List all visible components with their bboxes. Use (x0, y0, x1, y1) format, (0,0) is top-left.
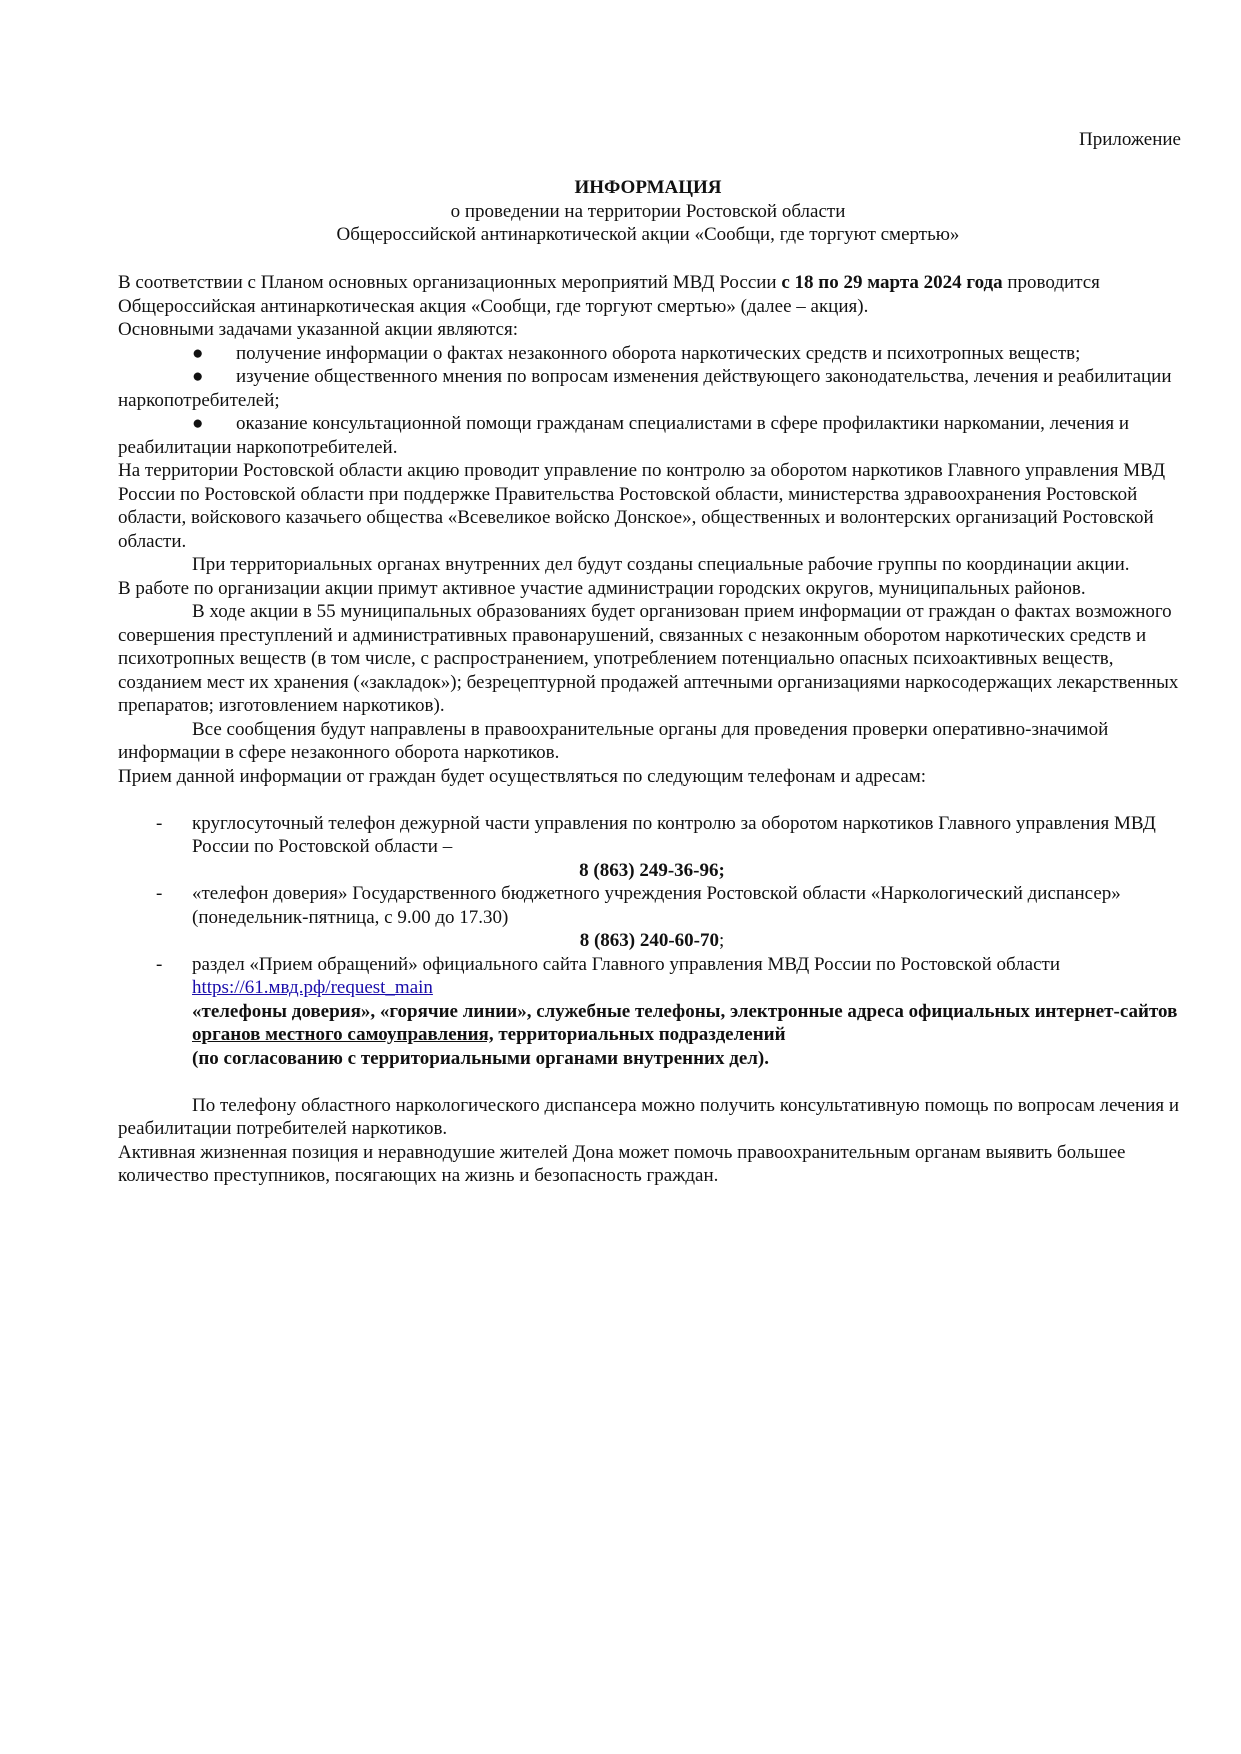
official-contacts-part2: территориальных подразделений (493, 1024, 786, 1045)
list-item (118, 953, 1180, 1071)
municipal-paragraph: В ходе акции в 55 муниципальных образованиях будет организован прием информации от граждан о фактах возможного совершения преступлений и административных правонарушений, связанных с незаконным оборотом наркотических средств и психотропных веществ (в том числе, с распространением, употреблением потенциально опасных психоактивных веществ, созданием мест их хранения («закладок»); безрецептурной продажей аптечными организациями наркосодержащих лекарственных препаратов; изготовлением наркотиков). (118, 601, 1179, 716)
document-subtitle-line2: Общероссийской антинаркотической акции «Сообщи, где торгуют смертью» (336, 224, 960, 245)
official-contacts-part1: «телефоны доверия», «горячие линии», служебные телефоны, электронные адреса официальных интернет-сайтов (192, 1000, 1178, 1022)
list-item (118, 342, 1180, 366)
intro-text-part1: В соответствии с Планом основных организационных мероприятий МВД России (118, 272, 782, 293)
contacts-list (118, 812, 1180, 1071)
document-header (118, 176, 1178, 247)
blank-line (118, 1070, 1180, 1094)
intro-dates: с 18 по 29 марта 2024 года (781, 272, 1003, 293)
document-subtitle-line1: о проведении на территории Ростовской области (450, 200, 846, 222)
contacts-intro-paragraph: Прием данной информации от граждан будет осуществляться по следующим телефонам и адресам: (118, 765, 927, 787)
bullet-icon: ● (192, 413, 204, 434)
task-text: оказание консультационной помощи гражданам специалистами в сфере профилактики наркомании, лечения и реабилитации наркопотребителей. (118, 413, 1129, 458)
website-section-text: раздел «Прием обращений» официального сайта Главного управления МВД России по Ростовской области (192, 953, 1060, 975)
list-item (118, 812, 1180, 883)
trust-phone-number: 8 (863) 240-60-70 (579, 930, 720, 951)
appendix-label: Приложение (1079, 129, 1181, 150)
tasks-list (118, 342, 1180, 460)
consult-paragraph: По телефону областного наркологического диспансера можно получить консультативную помощь по вопросам лечения и реабилитации потребителей наркотиков. (118, 1094, 1180, 1139)
administrations-paragraph: В работе по организации акции примут активное участие администрации городских округов, муниципальных районов. (118, 577, 1086, 599)
list-item (118, 365, 1180, 412)
official-contacts-bold-text (192, 1000, 1180, 1071)
messages-paragraph: Все сообщения будут направлены в правоохранительные органы для проведения проверки оперативно-значимой информации в сфере незаконного оборота наркотиков. (118, 718, 1109, 763)
bullet-icon: ● (192, 342, 204, 364)
bullet-icon: ● (192, 366, 204, 387)
working-groups-paragraph: При территориальных органах внутренних дел будут созданы специальные рабочие группы по координации акции. (192, 554, 1130, 575)
document-title: ИНФОРМАЦИЯ (574, 177, 722, 198)
trust-phone-line (192, 929, 1180, 953)
dash-icon: - (156, 953, 163, 975)
intro-text-part2: проводится Общероссийская антинаркотическая акция «Сообщи, где торгуют смертью» (далее – акция). (118, 272, 1100, 317)
task-text: получение информации о фактах незаконного оборота наркотических средств и психотропных веществ; (236, 342, 1081, 364)
local-government-underlined: органов местного самоуправления, (192, 1024, 494, 1045)
final-paragraph: Активная жизненная позиция и неравнодушие жителей Дона может помочь правоохранительным органам выявить большее количество преступников, посягающих на жизнь и безопасность граждан. (118, 1141, 1126, 1186)
dash-icon: - (156, 812, 163, 834)
official-contacts-part3: (по согласованию с территориальными органами внутренних дел). (192, 1047, 770, 1069)
document-body (118, 271, 1180, 1188)
list-item (118, 412, 1180, 459)
request-main-link[interactable]: https://61.мвд.рф/request_main (192, 977, 433, 998)
tasks-heading: Основными задачами указанной акции являются: (118, 319, 518, 340)
task-text: изучение общественного мнения по вопросам изменения действующего законодательства, лечения и реабилитации наркопотребителей; (118, 366, 1172, 411)
trust-phone-suffix: ; (719, 930, 725, 951)
intro-paragraph (118, 271, 1180, 318)
territory-paragraph: На территории Ростовской области акцию проводит управление по контролю за оборотом наркотиков Главного управления МВД России по Ростовской области при поддержке Правительства Ростовской области, министерства здравоохранения Ростовской области, войскового казачьего общества «Всевеликое войско Донское», общественных и волонтерских организаций Ростовской области. (118, 460, 1166, 552)
hotline-text: круглосуточный телефон дежурной части управления по контролю за оборотом наркотиков Главного управления МВД России по Ростовской области – (192, 812, 1156, 857)
dash-icon: - (156, 883, 163, 904)
trust-phone-text: «телефон доверия» Государственного бюджетного учреждения Ростовской области «Наркологический диспансер» (понедельник-пятница, с 9.00 до 17.30) (192, 883, 1121, 928)
hotline-phone: 8 (863) 249-36-96; (579, 859, 725, 881)
list-item (118, 882, 1180, 953)
